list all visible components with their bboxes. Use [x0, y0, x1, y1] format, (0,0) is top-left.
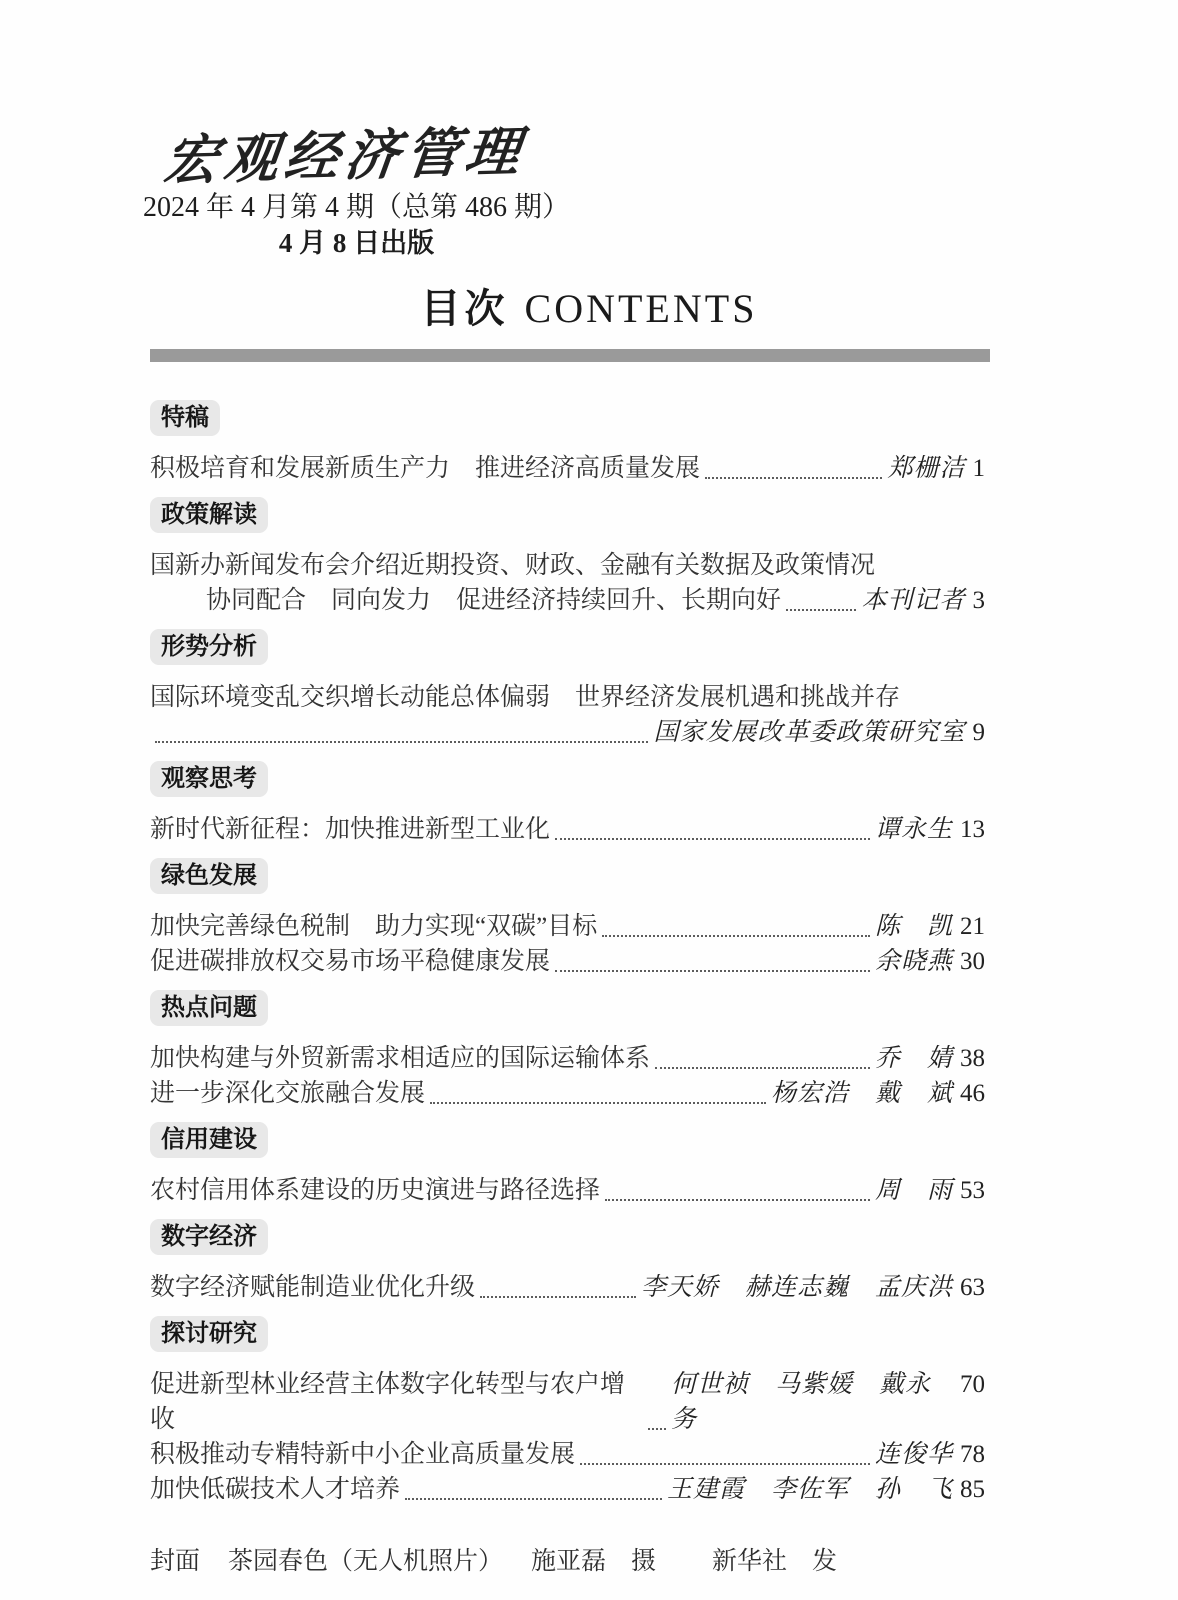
cover-agency: 新华社 发 [712, 1548, 838, 1575]
article-title: 国新办新闻发布会介绍近期投资、财政、金融有关数据及政策情况 [150, 552, 876, 579]
toc-entry [150, 1367, 985, 1437]
article-page: 78 [960, 1441, 985, 1468]
toc-entry [150, 1041, 985, 1076]
article-title: 进一步深化交旅融合发展 [150, 1080, 426, 1107]
article-title: 数字经济赋能制造业优化升级 [150, 1274, 476, 1301]
toc-entry [150, 1437, 985, 1472]
contents-title-en: CONTENTS [524, 286, 758, 331]
article-authors: 本刊记者 [861, 587, 966, 614]
toc-entry [150, 715, 985, 750]
toc-list [150, 400, 985, 1507]
toc-entry [150, 680, 985, 715]
section-badge: 形势分析 [150, 629, 268, 665]
article-title: 加快完善绿色税制 助力实现“双碳”目标 [150, 913, 598, 940]
toc-entry [150, 1076, 985, 1111]
article-page: 13 [960, 816, 985, 843]
section-shuzi-jingji [150, 1219, 985, 1305]
dot-leader [786, 609, 856, 611]
section-redian-wenti [150, 990, 985, 1111]
dot-leader [555, 970, 870, 972]
journal-logo: 宏观经济管理 [160, 118, 530, 193]
section-badge: 特稿 [150, 400, 220, 436]
article-title: 积极培育和发展新质生产力 推进经济高质量发展 [150, 455, 701, 482]
divider-bar [150, 349, 990, 362]
article-authors: 李天娇 赫连志巍 孟庆洪 [640, 1274, 953, 1301]
section-tantao-yanjiu [150, 1316, 985, 1507]
toc-entry [150, 909, 985, 944]
article-page: 21 [960, 913, 985, 940]
toc-entry [150, 1173, 985, 1208]
article-authors: 余晓燕 [874, 948, 953, 975]
article-title: 新时代新征程：加快推进新型工业化 [150, 816, 551, 843]
article-title: 加快构建与外贸新需求相适应的国际运输体系 [150, 1045, 651, 1072]
article-page: 53 [960, 1177, 985, 1204]
section-tegao [150, 400, 985, 486]
article-subtitle: 协同配合 同向发力 促进经济持续回升、长期向好 [206, 587, 782, 614]
toc-entry [150, 548, 985, 583]
article-authors: 王建霞 李佐军 孙 飞 [666, 1476, 953, 1503]
article-title: 促进碳排放权交易市场平稳健康发展 [150, 948, 551, 975]
section-badge: 信用建设 [150, 1122, 268, 1158]
pubdate-line: 4 月 8 日出版 [278, 228, 435, 258]
toc-entry [150, 583, 985, 618]
dot-leader [480, 1296, 636, 1298]
article-page: 1 [972, 455, 985, 482]
section-badge: 绿色发展 [150, 858, 268, 894]
toc-entry [150, 1472, 985, 1507]
article-page: 3 [972, 587, 985, 614]
article-page: 46 [960, 1080, 985, 1107]
contents-title [0, 286, 1178, 332]
article-authors: 陈 凯 [874, 913, 953, 940]
section-badge: 政策解读 [150, 497, 268, 533]
article-authors: 周 雨 [874, 1177, 953, 1204]
dot-leader [155, 741, 648, 743]
dot-leader [705, 477, 882, 479]
article-title: 促进新型林业经营主体数字化转型与农户增收 [150, 1371, 626, 1433]
article-page: 30 [960, 948, 985, 975]
section-badge: 观察思考 [150, 761, 268, 797]
article-page: 9 [972, 719, 985, 746]
article-page: 38 [960, 1045, 985, 1072]
issue-line: 2024 年 4 月第 4 期（总第 486 期） [143, 192, 571, 223]
article-page: 85 [960, 1476, 985, 1503]
toc-entry [150, 451, 985, 486]
dot-leader [648, 1428, 666, 1430]
article-authors: 何世祯 马紫媛 戴永务 [671, 1371, 932, 1433]
article-page: 63 [960, 1274, 985, 1301]
article-authors: 乔 婧 [874, 1045, 953, 1072]
dot-leader [580, 1463, 870, 1465]
article-authors: 连俊华 [874, 1441, 953, 1468]
section-badge: 热点问题 [150, 990, 268, 1026]
dot-leader [655, 1067, 870, 1069]
article-authors: 国家发展改革委政策研究室 [653, 719, 966, 746]
cover-title: 茶园春色（无人机照片） [228, 1548, 504, 1575]
toc-entry [150, 944, 985, 979]
article-title: 积极推动专精特新中小企业高质量发展 [150, 1441, 576, 1468]
dot-leader [605, 1199, 870, 1201]
contents-title-cn: 目次 [420, 286, 509, 331]
section-xinyong-jianshe [150, 1122, 985, 1208]
toc-entry [150, 812, 985, 847]
toc-entry [150, 1270, 985, 1305]
dot-leader [602, 935, 870, 937]
dot-leader [430, 1102, 766, 1104]
cover-photographer: 施亚磊 摄 [531, 1548, 657, 1575]
section-xingshi-fenxi [150, 629, 985, 750]
cover-credit-line [150, 1541, 985, 1577]
section-zhengce-jiedu [150, 497, 985, 618]
section-badge: 数字经济 [150, 1219, 268, 1255]
section-guancha-sikao [150, 761, 985, 847]
article-authors: 杨宏浩 戴 斌 [770, 1080, 953, 1107]
article-authors: 谭永生 [874, 816, 953, 843]
article-page: 70 [960, 1371, 985, 1398]
section-lvse-fazhan [150, 858, 985, 979]
article-title: 国际环境变乱交织增长动能总体偏弱 世界经济发展机遇和挑战并存 [150, 684, 901, 711]
dot-leader [405, 1498, 662, 1500]
article-title: 农村信用体系建设的历史演进与路径选择 [150, 1177, 601, 1204]
article-authors: 郑栅洁 [887, 455, 966, 482]
masthead [143, 118, 571, 260]
dot-leader [555, 838, 870, 840]
section-badge: 探讨研究 [150, 1316, 268, 1352]
cover-label: 封面 [150, 1548, 201, 1575]
article-title: 加快低碳技术人才培养 [150, 1476, 401, 1503]
